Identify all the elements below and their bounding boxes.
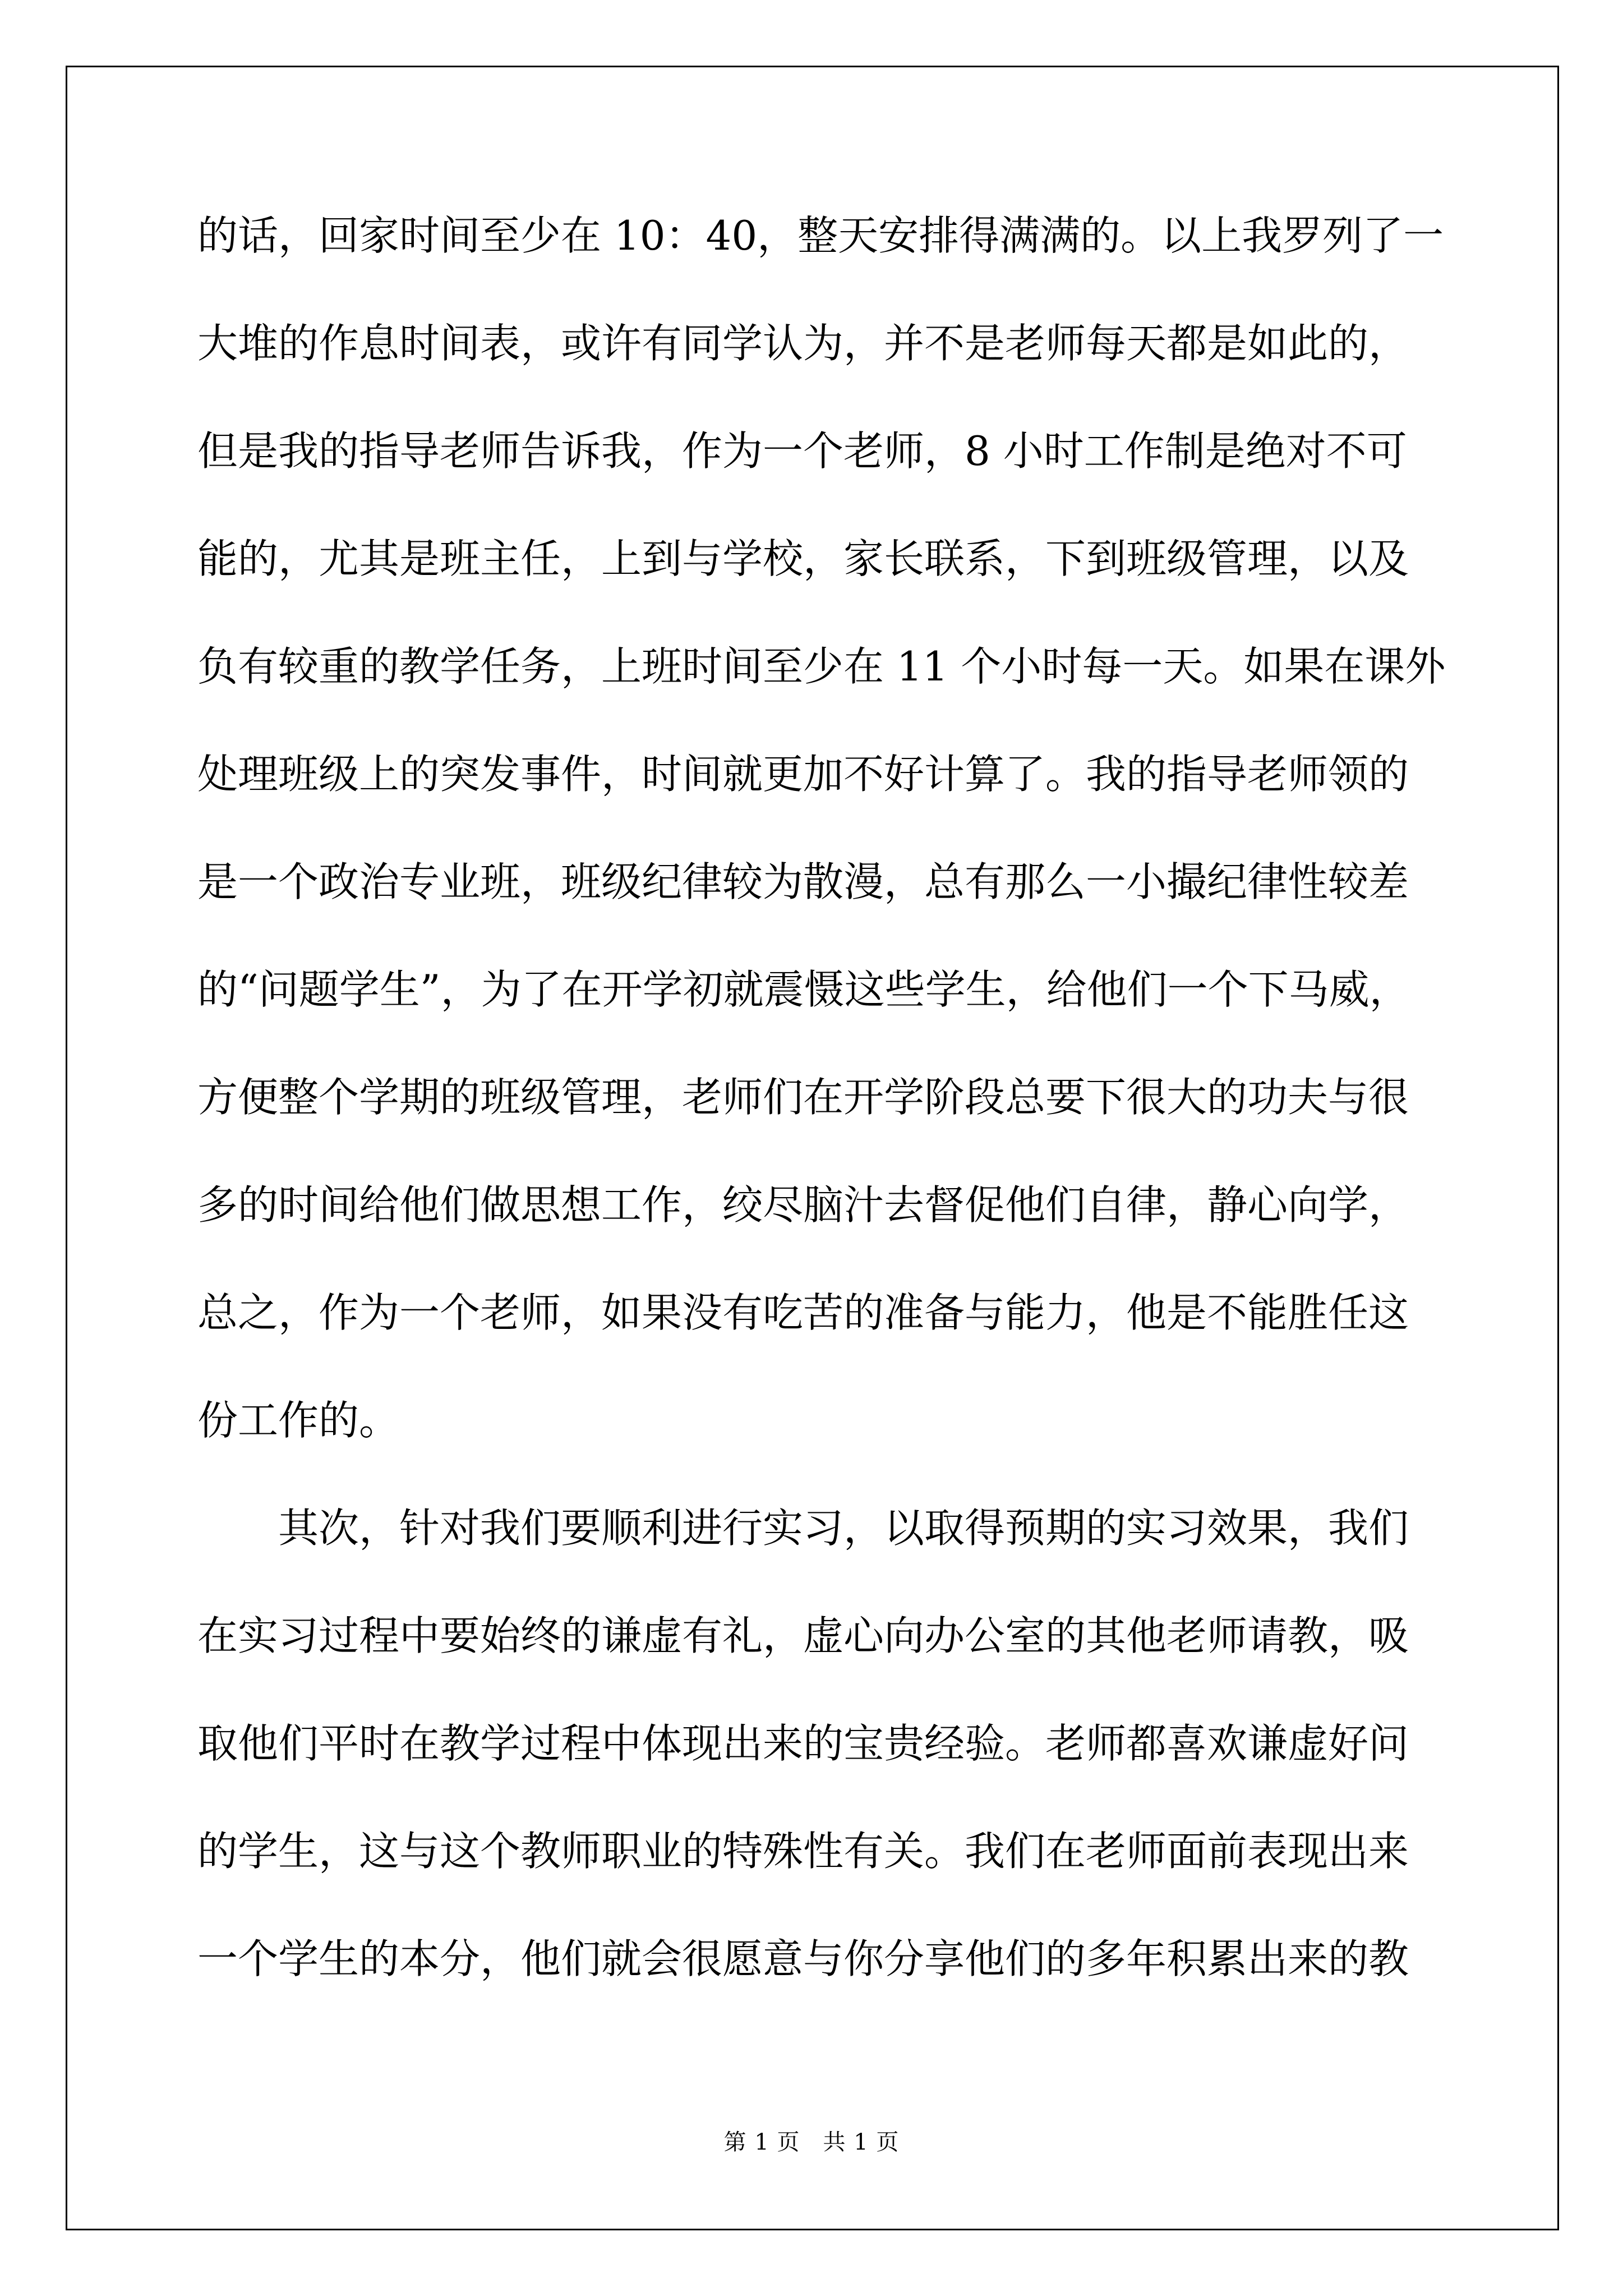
document-body: [197, 212, 1446, 2046]
text-line: 处理班级上的突发事件，时间就更加不好计算了。我的指导老师领的: [197, 751, 1409, 798]
text-line: 负有较重的教学任务，上班时间至少在 11 个小时每一天。如果在课外: [197, 643, 1446, 690]
text-line: 总之，作为一个老师，如果没有吃苦的准备与能力，他是不能胜任这: [197, 1289, 1409, 1336]
text-line: 是一个政治专业班，班级纪律较为散漫，总有那么一小撮纪律性较差: [197, 858, 1409, 905]
text-line: 的话，回家时间至少在 10：40，整天安排得满满的。以上我罗列了一: [197, 212, 1444, 259]
text-line: 一个学生的本分，他们就会很愿意与你分享他们的多年积累出来的教: [197, 1935, 1409, 1982]
text-line: 方便整个学期的班级管理，老师们在开学阶段总要下很大的功夫与很: [197, 1074, 1409, 1121]
text-line: 能的，尤其是班主任，上到与学校，家长联系，下到班级管理，以及: [197, 535, 1409, 582]
text-line: 在实习过程中要始终的谦虚有礼，虚心向办公室的其他老师请教，吸: [197, 1612, 1409, 1659]
page-number-footer: 第 1 页 共 1 页: [723, 2129, 900, 2155]
text-line: 但是我的指导老师告诉我，作为一个老师，8 小时工作制是绝对不可: [197, 427, 1407, 475]
text-line: 份工作的。: [197, 1397, 400, 1444]
paragraph-first-line: 其次，针对我们要顺利进行实习，以取得预期的实习效果，我们: [278, 1504, 1409, 1552]
text-line: 的“问题学生”，为了在开学初就震慑这些学生，给他们一个下马威，: [197, 966, 1410, 1013]
text-line: 的学生，这与这个教师职业的特殊性有关。我们在老师面前表现出来: [197, 1828, 1409, 1875]
text-line: 大堆的作息时间表，或许有同学认为，并不是老师每天都是如此的，: [197, 320, 1409, 367]
text-line: 多的时间给他们做思想工作，绞尽脑汁去督促他们自律，静心向学，: [197, 1181, 1409, 1228]
text-line: 取他们平时在教学过程中体现出来的宝贵经验。老师都喜欢谦虚好问: [197, 1720, 1409, 1767]
